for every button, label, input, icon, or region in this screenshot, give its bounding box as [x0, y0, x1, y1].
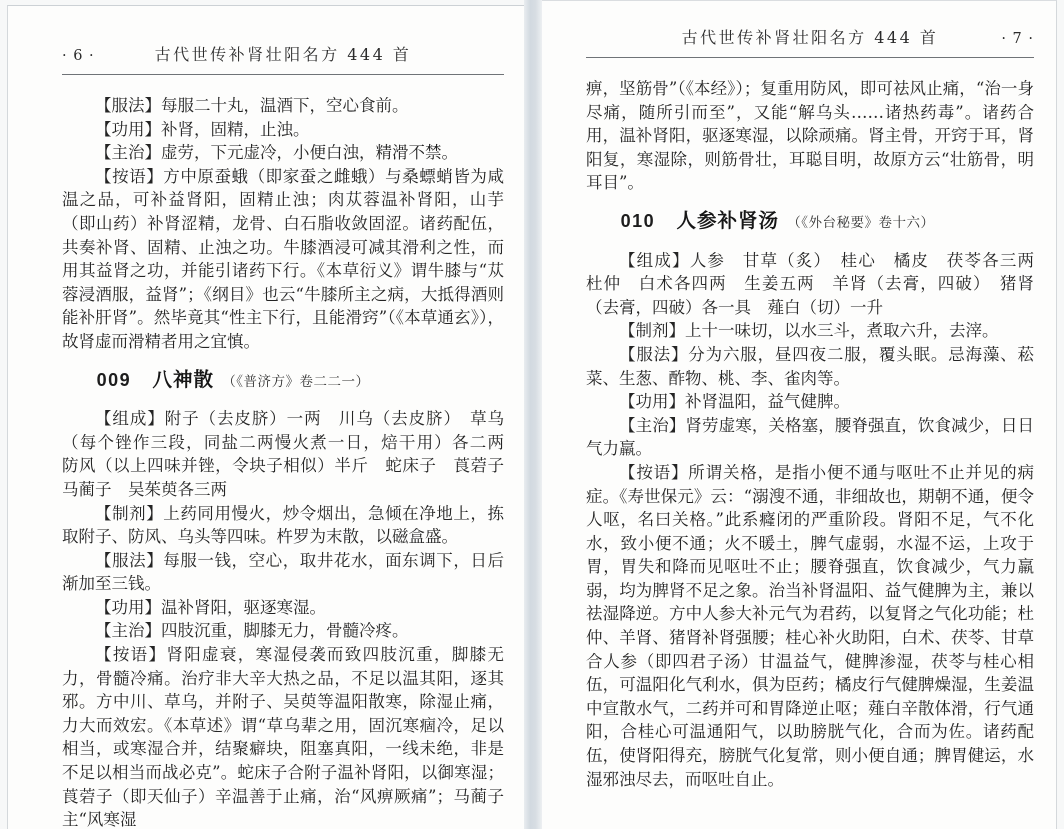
body-paragraph: 【组成】人参 甘草（炙） 桂心 橘皮 茯苓各三两 杜仲 白术各四两 生姜五两 羊肾（去膏，四破） 猪肾（去膏，四破）各一具 薤白（切）一升 — [586, 250, 1051, 317]
body-paragraph: 【制剂】上十一味切，以水三斗，煮取六升，去滓。 — [619, 321, 999, 341]
body-paragraph: 【按语】肾阳虚衰，寒湿侵袭而致四肢沉重，脚膝无力，骨髓冷痛。治疗非大辛大热之品，不足以温其阳，逐其邪。方中川、草乌，并附子、吴萸等温阳散寒，除湿止痛，力大而效宏。《本草述》谓“草乌辈之用，固沉寒痼冷，足以相当，或寒湿合并，结聚癖块，阻塞真阳，一线未绝，非是不足以相当而战必克”。蛇床子合附子温补肾阳，以御寒湿；莨菪子（即天仙子）辛温善于止痛，治“风痹厥痛”；马蔺子主“风寒湿 — [62, 645, 504, 829]
page-left — [7, 5, 524, 829]
body-paragraph: 【服法】分为六服，昼四夜二服，覆头眠。忌海藻、菘菜、生葱、酢物、桃、李、雀肉等。 — [586, 344, 1034, 388]
running-head-left — [62, 42, 504, 65]
body-paragraph: 【主治】虚劳，下元虚冷，小便白浊，精滑不禁。 — [95, 143, 458, 163]
section-source: （《外台秘要》卷十六） — [787, 214, 935, 231]
body-paragraph: 【服法】每服二十丸，温酒下，空心食前。 — [95, 96, 409, 115]
body-paragraph: 【功用】补肾温阳，益气健脾。 — [619, 392, 850, 412]
running-title-right: 古代世传补肾壮阳名方 444 首 — [681, 28, 939, 47]
section-heading-010 — [586, 209, 1034, 236]
body-paragraph: 【功用】温补肾阳，驱逐寒湿。 — [95, 597, 326, 617]
body-text-right — [586, 77, 1051, 791]
page-gutter — [524, 0, 542, 829]
section-name: 八神散 — [152, 367, 214, 391]
body-paragraph: 【服法】每服一钱，空心，取井花水，面东调下，日后渐加至三钱。 — [62, 550, 504, 594]
body-paragraph: 【按语】方中原蚕蛾（即家蚕之雌蛾）与桑螵蛸皆为咸温之品，可补益肾阳，固精止浊；肉苁蓉温补肾阳，山芋（即山药）补肾涩精，龙骨、白石脂收敛固涩。诸药配伍，共奏补肾、固精、止浊之功。牛膝酒浸可减其滑利之性，而用其益肾之功，并能引诸药下行。《本草衍义》谓牛膝与“苁蓉浸酒服，益肾”；《纲目》也云“牛膝所主之病，大抵得酒则能补肝肾”。然毕竟其“性主下行，且能滑窍”（《本草通玄》），故肾虚而滑精者用之宜慎。 — [62, 166, 504, 351]
body-paragraph-continuation: 痹，坚筋骨”（《本经》）；复重用防风，即可祛风止痛，“治一身尽痛，随所引而至”，又能“解乌头……诸热药毒”。诸药合用，温补肾阳，驱逐寒湿，以除顽痛。肾主骨，开窍于耳，肾阳复，寒湿除，则筋骨壮，耳聪目明，故原方云“壮筋骨，明耳目”。 — [586, 79, 1034, 193]
body-paragraph: 【功用】补肾，固精，止浊。 — [95, 119, 310, 139]
body-paragraph: 【制剂】上药同用慢火，炒令烟出，急倾在净地上，拣取附子、防风、乌头等四味。杵罗为末散，以磁盒盛。 — [62, 503, 504, 547]
page-number-left: · 6 · — [62, 48, 95, 64]
running-title-left: 古代世传补肾壮阳名方 444 首 — [154, 45, 412, 64]
page-number-right: · 7 · — [1001, 31, 1034, 47]
body-text-left — [62, 94, 521, 829]
section-source: （《普济方》卷二二一） — [222, 373, 370, 390]
section-number: 009 — [96, 369, 132, 390]
header-rule-right — [586, 57, 1034, 58]
body-paragraph: 【按语】所谓关格，是指小便不通与呕吐不止并见的病症。《寿世保元》云：“溺溲不通，非细故也，期朝不通，便令人呕，名曰关格。”此系癃闭的严重阶段。肾阳不足，气不化水，致小便不通；火不暖土，脾气虚弱，水湿不运，上攻于胃，胃失和降而见呕吐不止；腰脊强直，饮食减少，气力羸弱，均为脾肾不足之象。治当补肾温阳、益气健脾为主，兼以祛湿降逆。方中人参大补元气为君药，以复肾之气化功能；杜仲、羊肾、猪肾补肾强腰；桂心补火助阳，白术、茯苓、甘草合人参（即四君子汤）甘温益气，健脾渗湿，茯苓与桂心相伍，可温阳化气利水，俱为臣药；橘皮行气健脾燥湿，生姜温中宣散水气，二药并可和胃降逆止呕；薤白辛散体滑，行气通阳，合桂心可温通阳气，以助膀胱气化，合而为佐。诸药配伍，使肾阳得充，膀胱气化复常，则小便自通；脾胃健运，水湿邪浊尽去，而呕吐自止。 — [586, 462, 1034, 789]
body-paragraph: 【主治】肾劳虚寒，关格塞，腰脊强直，饮食减少，日日气力羸。 — [586, 415, 1034, 459]
section-heading-009 — [62, 368, 504, 395]
running-head-right — [586, 25, 1034, 48]
section-number: 010 — [620, 210, 656, 231]
header-rule-left — [62, 74, 504, 75]
section-name: 人参补肾汤 — [676, 208, 779, 232]
page-right — [542, 0, 1057, 829]
body-paragraph: 【主治】四肢沉重，脚膝无力，骨髓冷疼。 — [95, 621, 409, 641]
body-paragraph: 【组成】附子（去皮脐）一两 川乌（去皮脐） 草乌（每个锉作三段，同盐二两慢火煮一日，焙干用）各二两 防风（以上四味并锉，令块子相似）半斤 蛇床子 莨菪子 马蔺子 吴茱萸各三两 — [62, 409, 521, 499]
